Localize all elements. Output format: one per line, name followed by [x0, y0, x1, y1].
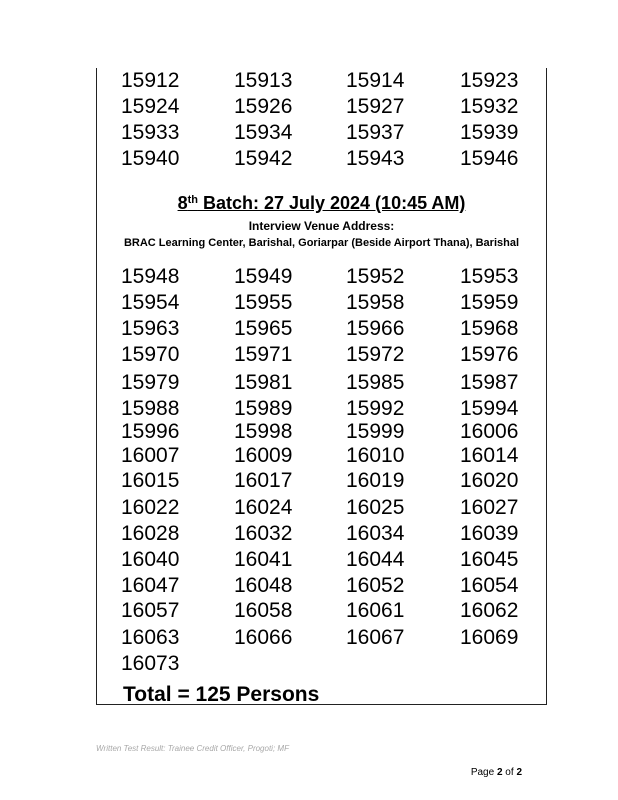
roll-number: 15966 — [346, 317, 405, 340]
roll-row — [97, 68, 546, 94]
batch-ordinal-number: 8 — [177, 193, 188, 213]
roll-row — [97, 547, 546, 573]
roll-row — [97, 521, 546, 547]
roll-number: 15934 — [234, 121, 293, 144]
roll-row — [97, 120, 546, 146]
roll-number: 15940 — [121, 147, 180, 170]
roll-number: 15970 — [121, 343, 180, 366]
roll-number: 15939 — [460, 121, 519, 144]
venue-address: BRAC Learning Center, Barishal, Goriarpar (Beside Airport Thana), Barishal — [123, 237, 520, 249]
roll-number: 15972 — [346, 343, 405, 366]
roll-row — [97, 468, 546, 494]
roll-row — [97, 443, 546, 469]
roll-number: 16066 — [234, 626, 293, 649]
page-of: of — [502, 767, 517, 778]
roll-number: 15942 — [234, 147, 293, 170]
roll-number: 16022 — [121, 496, 180, 519]
roll-number: 15923 — [460, 69, 519, 92]
roll-number: 15954 — [121, 291, 180, 314]
batch-ordinal-suffix: th — [187, 194, 198, 206]
roll-row — [97, 598, 546, 624]
roll-row — [97, 316, 546, 342]
roll-number: 16045 — [460, 548, 519, 571]
roll-number: 15932 — [460, 95, 519, 118]
roll-number: 15959 — [460, 291, 519, 314]
result-table-frame — [96, 68, 547, 705]
roll-row — [97, 495, 546, 521]
roll-number: 16040 — [121, 548, 180, 571]
footer-note: Written Test Result: Trainee Credit Officer, Progoti; MF — [96, 744, 289, 753]
roll-number: 15976 — [460, 343, 519, 366]
roll-row — [97, 94, 546, 120]
roll-number: 15988 — [121, 397, 180, 420]
roll-number: 16048 — [234, 574, 293, 597]
roll-number: 16020 — [460, 469, 519, 492]
roll-row — [97, 290, 546, 316]
roll-number: 15949 — [234, 265, 293, 288]
page-current: 2 — [496, 767, 503, 778]
roll-row — [97, 625, 546, 651]
roll-number: 16052 — [346, 574, 405, 597]
roll-number: 15926 — [234, 95, 293, 118]
roll-number: 16039 — [460, 522, 519, 545]
roll-number: 16044 — [346, 548, 405, 571]
roll-number: 15998 — [234, 420, 293, 443]
roll-number: 15963 — [121, 317, 180, 340]
roll-number: 16017 — [234, 469, 293, 492]
roll-number: 15953 — [460, 265, 519, 288]
roll-number: 15979 — [121, 371, 180, 394]
roll-row — [97, 146, 546, 172]
roll-number: 16054 — [460, 574, 519, 597]
roll-number: 15989 — [234, 397, 293, 420]
roll-number: 15927 — [346, 95, 405, 118]
roll-row — [97, 342, 546, 368]
roll-number: 15981 — [234, 371, 293, 394]
roll-number: 16025 — [346, 496, 405, 519]
roll-number: 15913 — [234, 69, 293, 92]
roll-number: 16024 — [234, 496, 293, 519]
roll-number: 15952 — [346, 265, 405, 288]
roll-number: 15948 — [121, 265, 180, 288]
roll-number: 16067 — [346, 626, 405, 649]
roll-number: 16027 — [460, 496, 519, 519]
roll-number: 16069 — [460, 626, 519, 649]
roll-number: 16015 — [121, 469, 180, 492]
batch-heading — [97, 192, 546, 214]
roll-number: 16041 — [234, 548, 293, 571]
roll-number: 15955 — [234, 291, 293, 314]
roll-row — [97, 370, 546, 396]
roll-number: 16007 — [121, 444, 180, 467]
roll-number: 16019 — [346, 469, 405, 492]
roll-number: 15968 — [460, 317, 519, 340]
roll-number: 15914 — [346, 69, 405, 92]
roll-row — [97, 264, 546, 290]
page-number — [471, 767, 522, 779]
roll-number: 15992 — [346, 397, 405, 420]
roll-number: 16063 — [121, 626, 180, 649]
roll-number: 16061 — [346, 599, 405, 622]
roll-number: 16058 — [234, 599, 293, 622]
roll-number: 15971 — [234, 343, 293, 366]
roll-number: 16010 — [346, 444, 405, 467]
roll-number: 15958 — [346, 291, 405, 314]
roll-number: 16073 — [121, 652, 180, 675]
roll-number: 16032 — [234, 522, 293, 545]
roll-number: 15994 — [460, 397, 519, 420]
roll-number: 15985 — [346, 371, 405, 394]
roll-number: 16047 — [121, 574, 180, 597]
roll-number: 15937 — [346, 121, 405, 144]
roll-number: 16028 — [121, 522, 180, 545]
roll-number: 16062 — [460, 599, 519, 622]
roll-number: 16057 — [121, 599, 180, 622]
roll-number: 16014 — [460, 444, 519, 467]
roll-number: 15999 — [346, 420, 405, 443]
roll-number: 16009 — [234, 444, 293, 467]
roll-number: 15943 — [346, 147, 405, 170]
roll-row — [97, 651, 546, 677]
roll-number: 15933 — [121, 121, 180, 144]
page-prefix: Page — [470, 767, 497, 778]
roll-number: 15924 — [121, 95, 180, 118]
page-total: 2 — [516, 767, 522, 778]
batch-title: Batch: 27 July 2024 (10:45 AM) — [197, 193, 466, 213]
venue-label: Interview Venue Address: — [248, 219, 395, 233]
roll-number: 16006 — [460, 420, 519, 443]
roll-number: 15912 — [121, 69, 180, 92]
roll-number: 15996 — [121, 420, 180, 443]
roll-number: 15987 — [460, 371, 519, 394]
roll-number: 16034 — [346, 522, 405, 545]
total-persons: Total = 125 Persons — [123, 683, 320, 706]
roll-number: 15946 — [460, 147, 519, 170]
roll-row — [97, 419, 546, 445]
roll-row — [97, 573, 546, 599]
roll-number: 15965 — [234, 317, 293, 340]
